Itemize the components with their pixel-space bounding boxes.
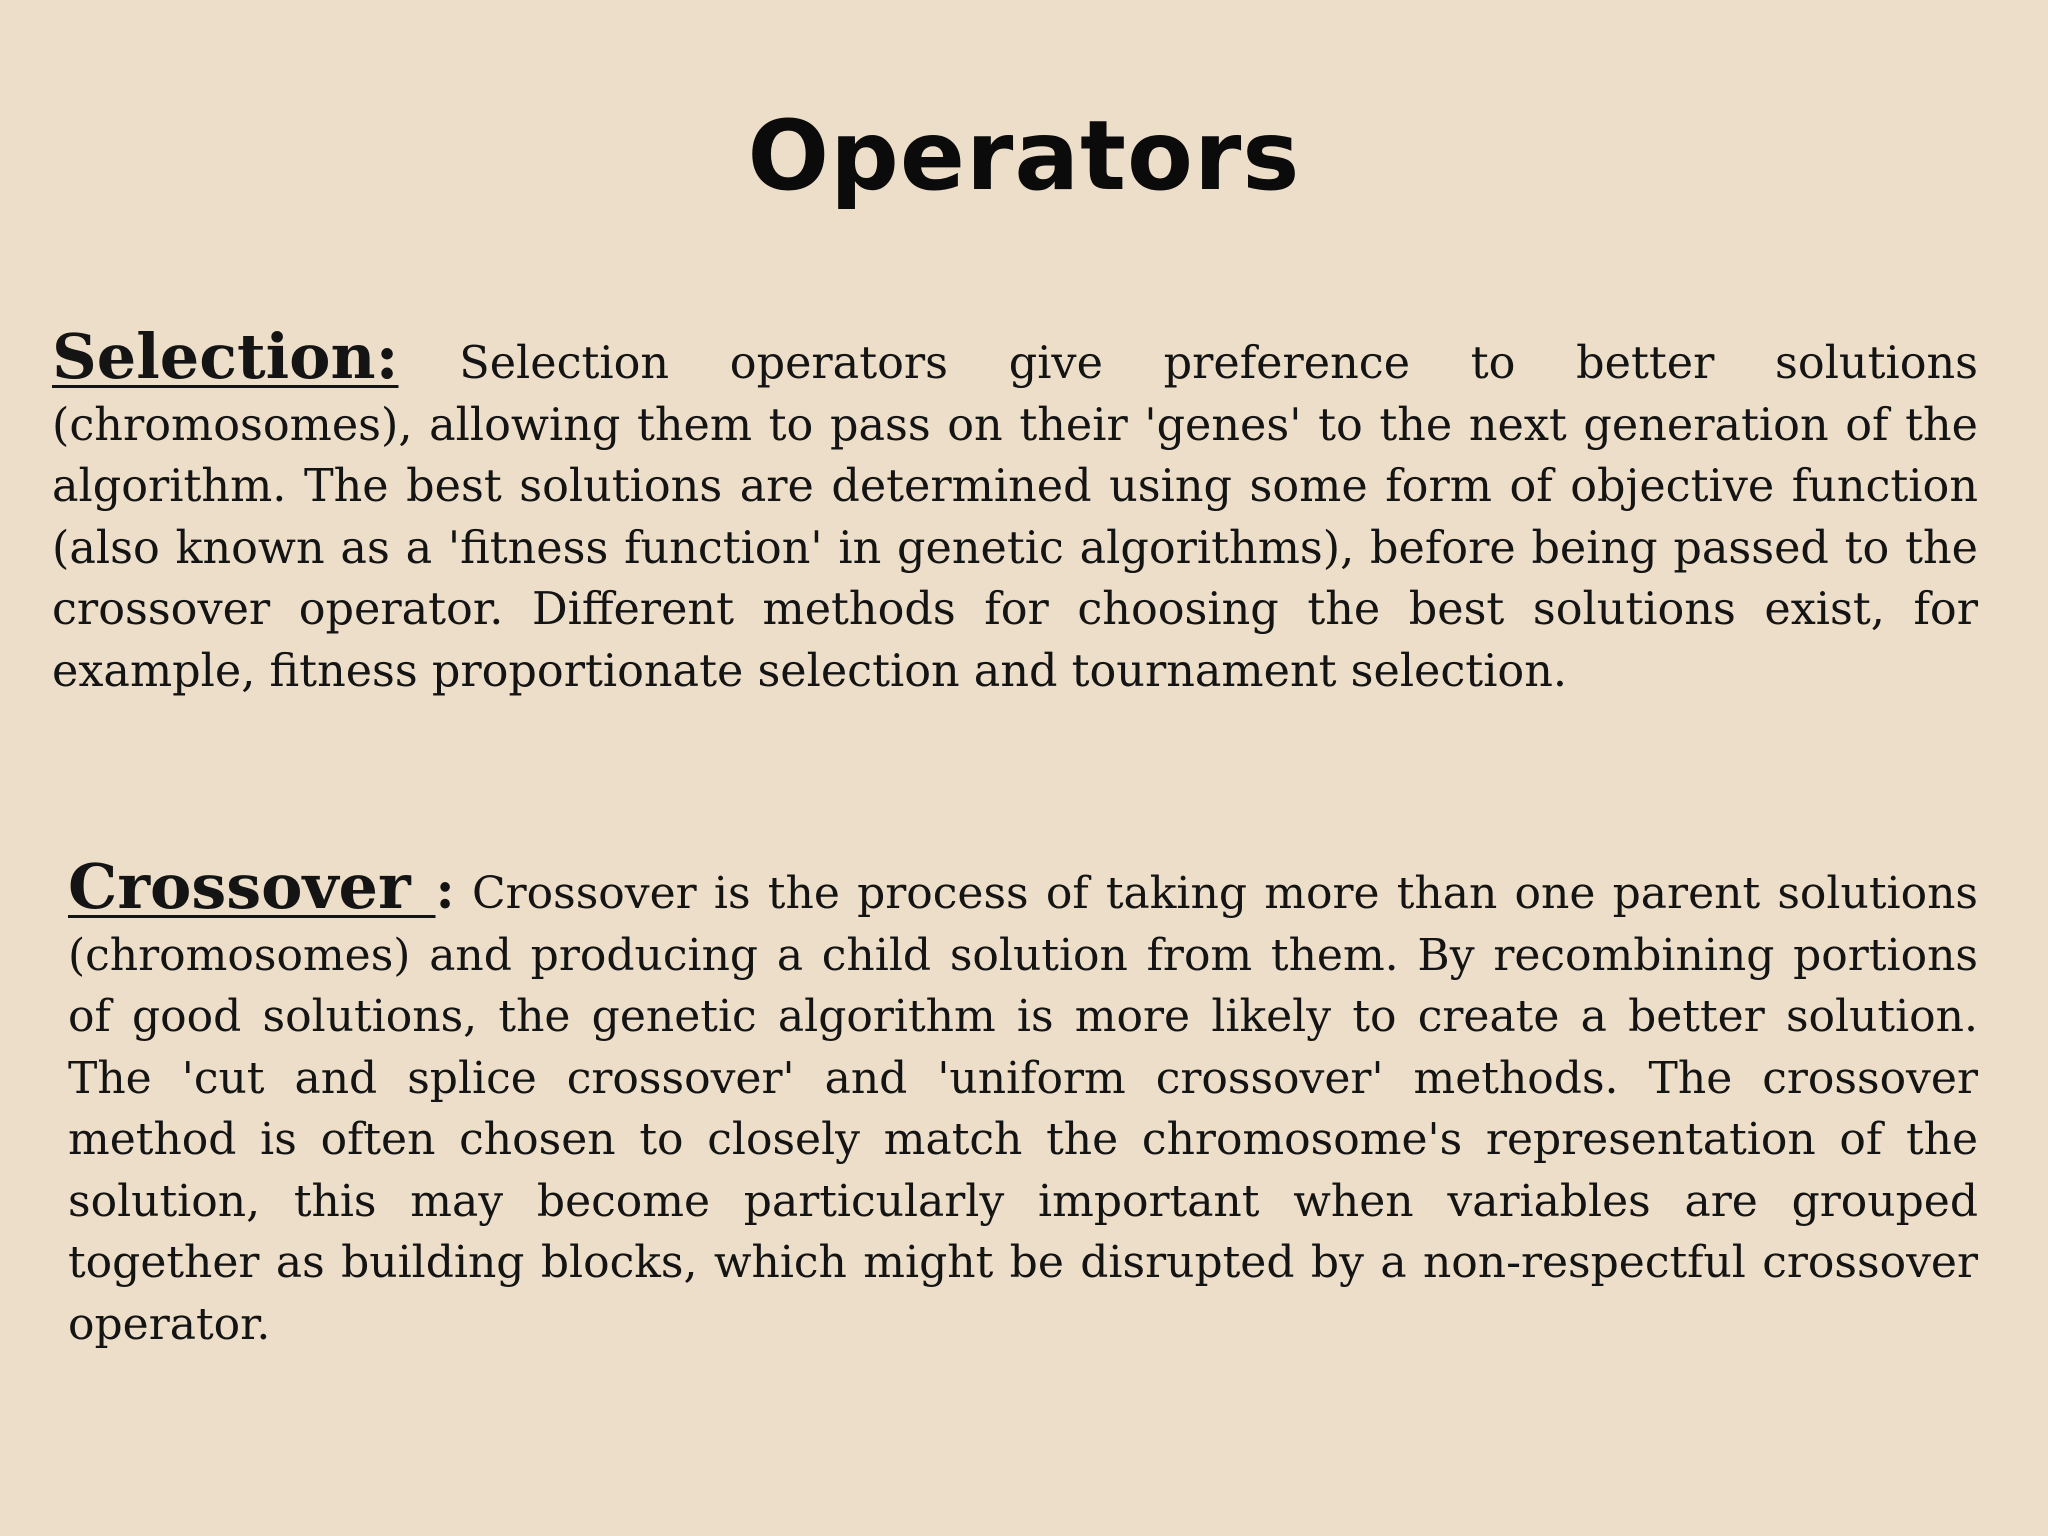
crossover-heading: Crossover [68,850,436,923]
slide-title: Operators [747,100,1301,212]
selection-body: Selection operators give preference to better solutions (chromosomes), allowing them to pass on their 'genes' to the next generation of the algorithm. The best solutions are determined using some form of objective function (also known as a 'fitness function' in genetic algorithms), before being passed to the crossover operator. Different methods for choosing the best solutions exist, for example, fitness proportionate selection and tournament selection. [52,338,1978,697]
crossover-body: Crossover is the process of taking more than one parent solutions (chromosomes) and producing a child solution from them. By recombining portions of good solutions, the genetic algorithm is more likely to create a better solution. The 'cut and splice crossover' and 'uniform crossover' methods. The crossover method is often chosen to closely match the chromosome's representation of the solution, this may become particularly important when variables are grouped together as building blocks, which might be disrupted by a non-respectful crossover operator. [68,868,1978,1350]
crossover-colon: : [435,860,455,921]
crossover-paragraph [68,850,1978,1355]
selection-paragraph [52,320,1978,702]
selection-heading: Selection: [52,320,399,393]
